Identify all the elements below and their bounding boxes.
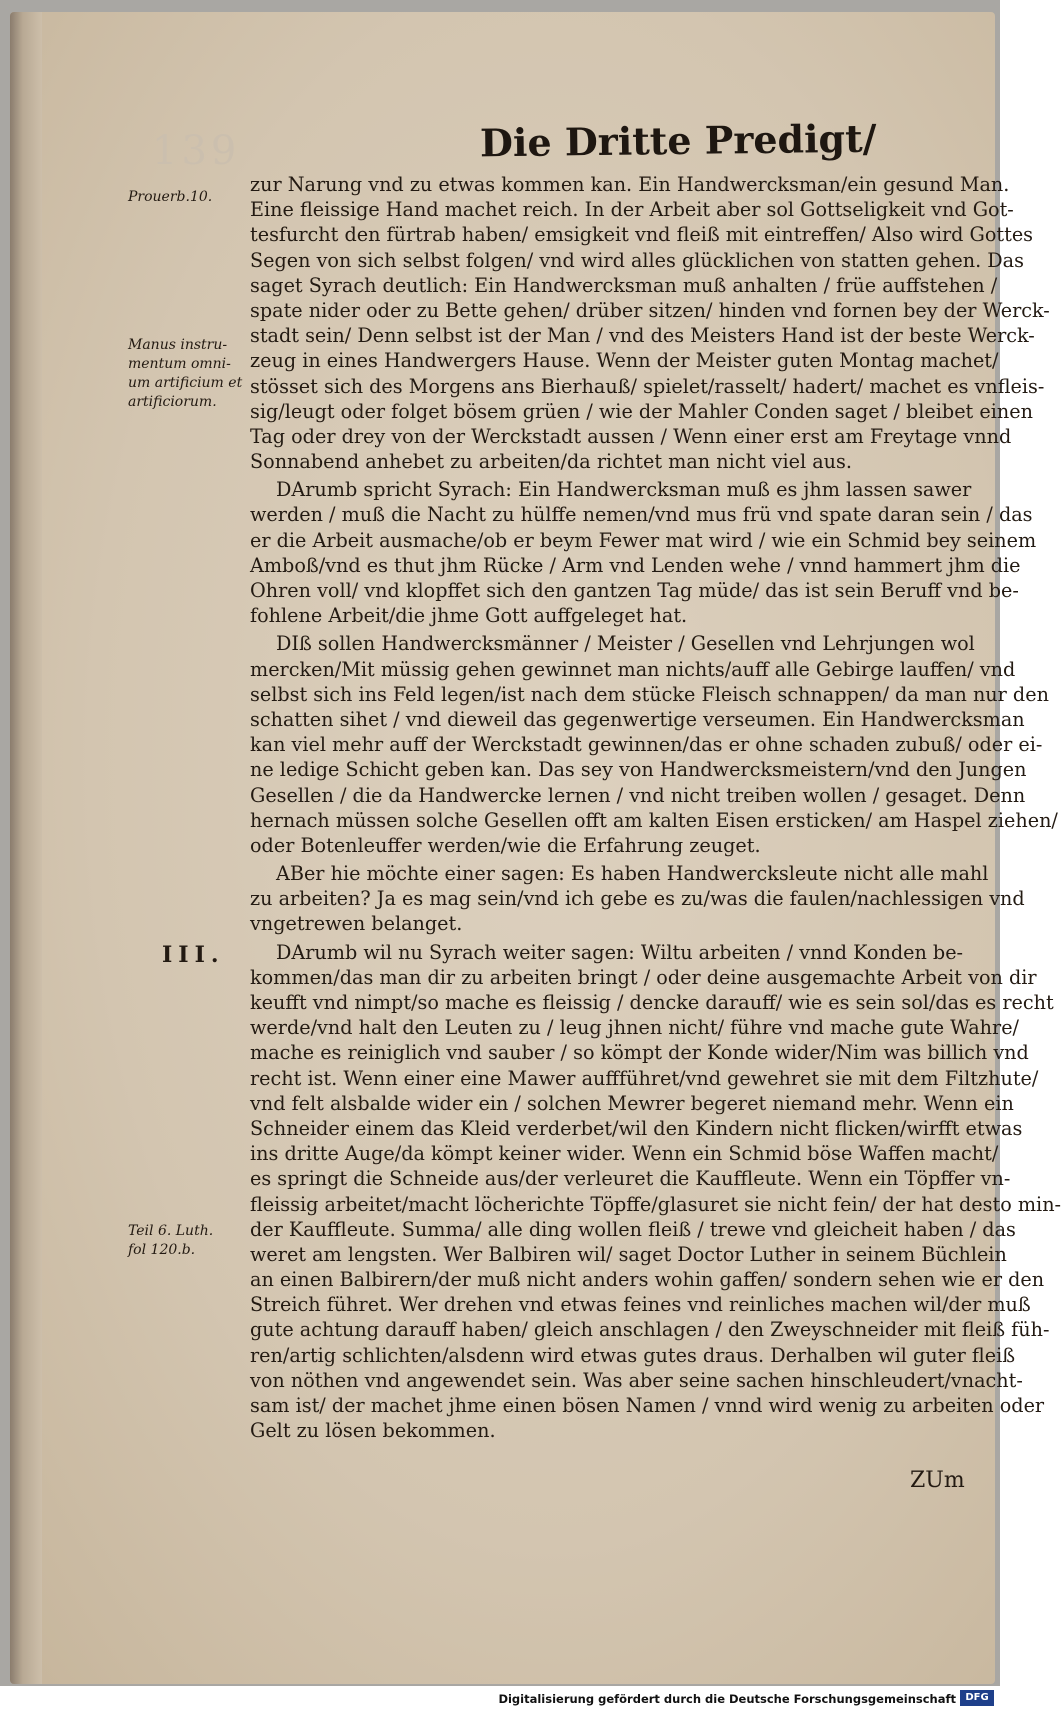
text-line: tesfurcht den fürtrab haben/ emsigkeit vnd fleiß mit eintreffen/ Also wird Gottes — [250, 223, 1034, 247]
text-line: Streich führet. Wer drehen vnd etwas feines vnd reinliches machen wil/der muß — [250, 1293, 1031, 1317]
text-line: ne ledige Schicht geben kan. Das sey von Handwercksmeistern/vnd den Jungen — [250, 758, 1027, 782]
text-line: schatten sihet / vnd dieweil das gegenwertige verseumen. Ein Handwercksman — [250, 707, 1025, 731]
text-line: von nöthen vnd angewendet sein. Was aber seine sachen hinschleudert/vnacht- — [250, 1368, 1023, 1392]
text-line: Gelt zu lösen bekommen. — [250, 1419, 496, 1443]
dfg-logo: DFG — [960, 1690, 994, 1706]
text-line: es springt die Schneide aus/der verleuret die Kauffleute. Wenn ein Töpffer vn- — [250, 1167, 1011, 1191]
sermon-body-text — [250, 172, 1061, 1443]
text-line: Sonnabend anhebet zu arbeiten/da richtet man nicht viel aus. — [250, 450, 852, 474]
text-line: oder Botenleuffer werden/wie die Erfahrung zeuget. — [250, 833, 761, 857]
margin-note-line: Teil 6. Luth. — [128, 1223, 214, 1239]
text-line: Tag oder drey von der Werckstadt aussen / Wenn einer erst am Freytage vnnd — [250, 424, 1012, 448]
section-numeral: III. — [162, 942, 225, 968]
margin-note-line: Manus instru- — [128, 337, 228, 353]
text-line: sig/leugt oder folget bösem grüen / wie der Mahler Conden saget / bleibet einen — [250, 399, 1033, 423]
text-line: kan viel mehr auff der Werckstadt gewinnen/das er ohne schaden zubuß/ oder ei- — [250, 733, 1043, 757]
text-line: der Kauffleute. Summa/ alle ding wollen fleiß / trewe vnd gleicheit haben / das — [250, 1217, 1016, 1241]
catchword: ZUm — [910, 1468, 965, 1493]
text-line: zu arbeiten? Ja es mag sein/vnd ich gebe es zu/was die faulen/nachlessigen vnd — [250, 887, 1025, 911]
text-line: Eine fleissige Hand machet reich. In der Arbeit aber sol Gottseligkeit vnd Got- — [250, 198, 1014, 222]
text-line: Amboß/vnd es thut jhm Rücke / Arm vnd Lenden wehe / vnnd hammert jhm die — [250, 553, 1021, 577]
text-line: kommen/das man dir zu arbeiten bringt / oder deine ausgemachte Arbeit von dir — [250, 965, 1037, 989]
text-line: hernach müssen solche Gesellen offt am kalten Eisen ersticken/ am Haspel ziehen/ — [250, 808, 1058, 832]
margin-note-luther — [128, 1222, 213, 1260]
text-line: fohlene Arbeit/die jhme Gott auffgeleget hat. — [250, 604, 688, 628]
text-line: zeug in eines Handwergers Hause. Wenn der Meister guten Montag machet/ — [250, 349, 999, 373]
text-line: an einen Balbirern/der muß nicht anders wohin gaffen/ sondern sehen wie er den — [250, 1268, 1045, 1292]
text-line: DIß sollen Handwercksmänner / Meister / Gesellen vnd Lehrjungen wol — [276, 632, 975, 656]
text-line: ABer hie möchte einer sagen: Es haben Handwercksleute nicht alle mahl — [276, 862, 989, 886]
margin-note-line: fol 120.b. — [128, 1242, 196, 1258]
text-line: sam ist/ der machet jhme einen bösen Namen / vnnd wird wenig zu arbeiten oder — [250, 1394, 1045, 1417]
text-line: gute achtung darauff haben/ gleich anschlagen / den Zweyschneider mit fleiß füh- — [250, 1318, 1050, 1342]
text-line: DArumb spricht Syrach: Ein Handwercksman muß es jhm lassen sawer — [276, 478, 972, 502]
margin-note-manus — [128, 336, 242, 412]
text-line: vnd felt alsbalde wider ein / solchen Mewrer begeret niemand mehr. Wenn ein — [250, 1091, 1014, 1115]
margin-note-line: um artificium et — [128, 375, 243, 391]
funding-credit: Digitalisierung gefördert durch die Deutsche Forschungsgemeinschaft — [498, 1692, 956, 1706]
text-line: stösset sich des Morgens ans Bierhauß/ spielet/rasselt/ hadert/ machet es vnfleis- — [250, 374, 1045, 398]
text-line: mercken/Mit müssig gehen gewinnet man nichts/auff alle Gebirge lauffen/ vnd — [250, 657, 1016, 681]
text-line: selbst sich ins Feld legen/ist nach dem stücke Fleisch schnappen/ da man nur den — [250, 682, 1049, 706]
text-line: keufft vnd nimpt/so mache es fleissig / dencke darauff/ wie es sein sol/das es recht — [250, 991, 1054, 1014]
text-line: mache es reiniglich vnd sauber / so kömpt der Konde wider/Nim was billich vnd — [250, 1041, 1029, 1065]
text-line: er die Arbeit ausmache/ob er beym Fewer mat wird / wie ein Schmid bey seinem — [250, 528, 1037, 552]
page-title: Die Dritte Predigt/ — [479, 115, 877, 166]
text-line: Gesellen / die da Handwercke lernen / vnd nicht treiben wollen / gesaget. Denn — [250, 783, 1026, 807]
page-gutter — [10, 12, 42, 1684]
margin-note-proverb — [128, 188, 212, 207]
margin-note-line: artificiorum. — [128, 394, 217, 410]
margin-note-line: mentum omni- — [128, 356, 231, 372]
bleed-through-page-number: 139 — [152, 128, 241, 174]
text-line: stadt sein/ Denn selbst ist der Man / vnd des Meisters Hand ist der beste Werck- — [250, 324, 1035, 348]
text-line: Ohren voll/ vnd klopffet sich den gantzen Tag müde/ das ist sein Beruff vnd be- — [250, 579, 1019, 602]
text-line: ren/artig schlichten/alsdenn wird etwas gutes draus. Derhalben wil guter fleiß — [250, 1343, 1016, 1367]
text-line: zur Narung vnd zu etwas kommen kan. Ein Handwercksman/ein gesund Man. — [250, 173, 1010, 196]
text-line: spate nider oder zu Bette gehen/ drüber sitzen/ hinden vnd fornen bey der Werck- — [250, 298, 1050, 322]
text-line: ins dritte Auge/da kömpt keiner wider. Wenn ein Schmid böse Waffen macht/ — [250, 1142, 999, 1166]
text-line: Segen von sich selbst folgen/ vnd wird alles glücklichen von statten gehen. Das — [250, 248, 1024, 272]
text-line: werde/vnd halt den Leuten zu / leug jhnen nicht/ führe vnd mache gute Wahre/ — [250, 1016, 1020, 1040]
digitization-footer — [0, 1686, 1000, 1711]
text-line: weret am lengsten. Wer Balbiren wil/ saget Doctor Luther in seinem Büchlein — [250, 1242, 1007, 1266]
text-line: Schneider einem das Kleid verderbet/wil den Kindern nicht flicken/wirfft etwas — [250, 1116, 1023, 1140]
text-line: fleissig arbeitet/macht löcherichte Töpffe/glasuret sie nicht fein/ der hat desto min- — [250, 1192, 1061, 1216]
text-line: werden / muß die Nacht zu hülffe nemen/vnd mus frü vnd spate daran sein / das — [250, 503, 1033, 527]
text-line: saget Syrach deutlich: Ein Handwercksman muß anhalten / früe auffstehen / — [250, 273, 998, 297]
margin-note-line: Prouerb.10. — [128, 189, 213, 205]
text-line: DArumb wil nu Syrach weiter sagen: Wiltu arbeiten / vnnd Konden be- — [276, 940, 964, 964]
text-line: recht ist. Wenn einer eine Mawer auffführet/vnd gewehret sie mit dem Filtzhute/ — [250, 1066, 1039, 1090]
text-line: vngetrewen belanget. — [250, 912, 463, 936]
